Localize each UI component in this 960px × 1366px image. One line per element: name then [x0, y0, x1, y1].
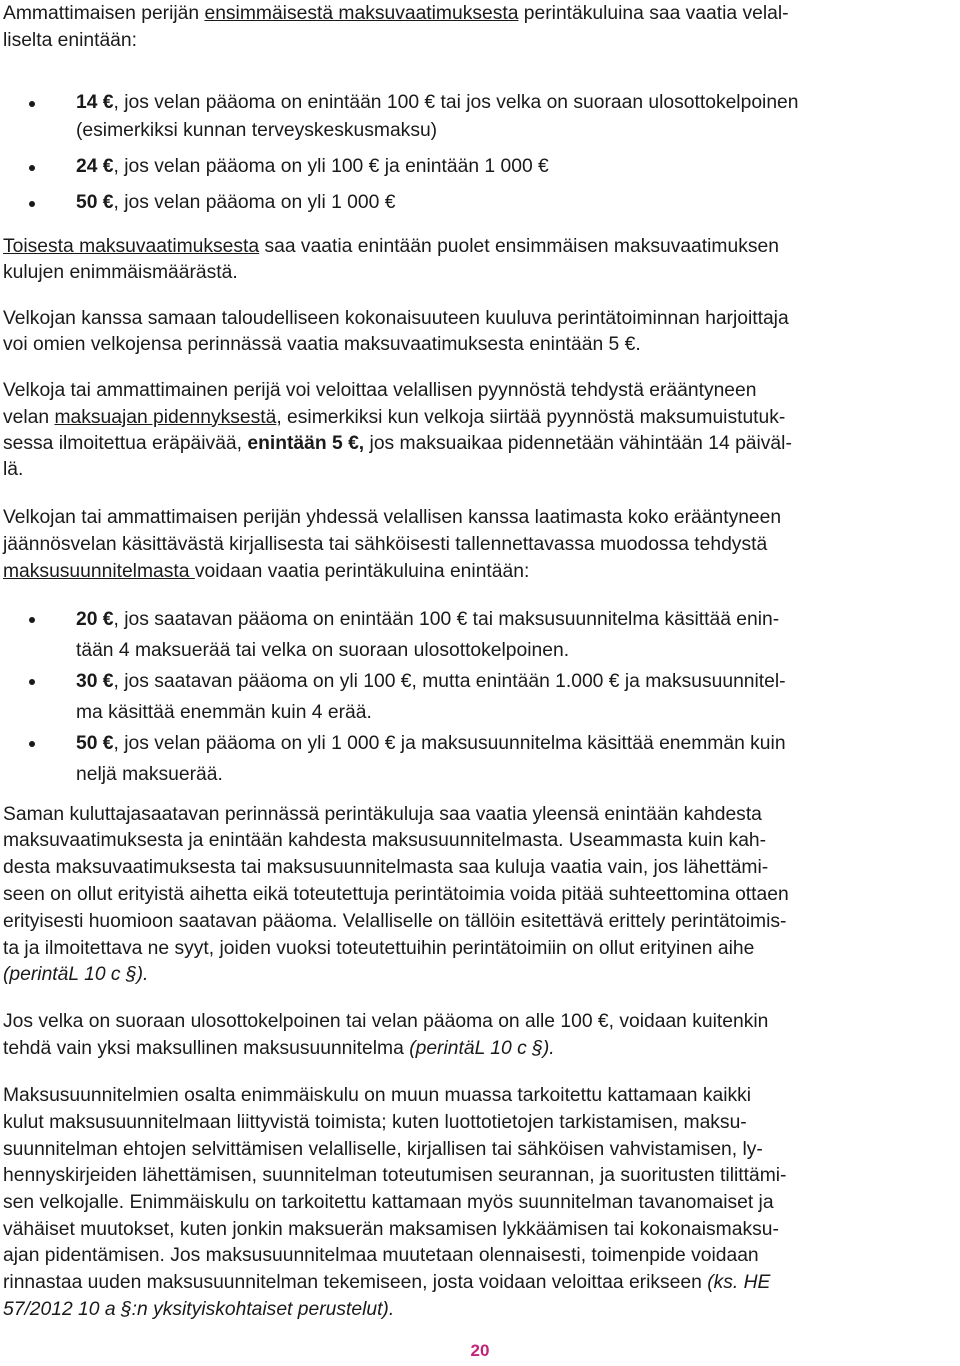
list-item-text: , jos saatavan pääoma on enintään 100 € tai maksusuunnitelma käsittää enin-: [113, 608, 780, 630]
paragraph-payment-extension: [3, 378, 957, 483]
bullet-icon: [29, 101, 35, 107]
fee-amount: 20 €: [76, 608, 114, 630]
text: velan: [3, 406, 55, 428]
text: lä.: [3, 459, 24, 481]
list-item-text: , jos velan pääoma on yli 1 000 €: [113, 192, 396, 214]
text: tehdä vain yksi maksullinen maksusuunnitelma: [3, 1037, 410, 1059]
legal-reference: 57/2012 10 a §:n yksityiskohtaiset perustelut).: [3, 1298, 395, 1320]
paragraph-fee-limits: [3, 802, 957, 990]
fee-amount: 24 €: [76, 156, 114, 178]
text: Saman kuluttajasaatavan perinnässä perintäkuluja saa vaatia yleensä enintään kahdesta: [3, 803, 762, 825]
text: Velkojan kanssa samaan taloudelliseen kokonaisuuteen kuuluva perintätoiminnan harjoittaja: [3, 308, 789, 330]
list-item-text: neljä maksuerää.: [76, 763, 223, 785]
list-item: [3, 728, 957, 790]
paragraph-plan-max-fee: [3, 1083, 957, 1323]
text: desta maksuvaatimuksesta tai maksusuunnitelmasta saa kuluja vaatia vain, jos lähettämi-: [3, 857, 769, 879]
text: sen velkojalle. Enimmäiskulu on tarkoitettu kattamaan myös suunnitelman tavanomaiset ja: [3, 1191, 774, 1213]
legal-reference: (ks. HE: [707, 1272, 771, 1294]
list-item: [3, 666, 957, 728]
text: suunnitelman ehtojen selvittämisen velalliselle, kirjallisen tai sähköisen vahvistamisen, ly-: [3, 1138, 763, 1160]
paragraph-group-creditor: [3, 306, 957, 358]
text: jos maksuaikaa pidennetään vähintään 14 päiväl-: [364, 433, 792, 454]
fee-amount: 14 €: [76, 92, 114, 114]
list-item-text: , jos velan pääoma on yli 100 € ja enintään 1 000 €: [113, 156, 549, 178]
bullet-icon: [29, 201, 35, 207]
list-item-text: ma käsittää enemmän kuin 4 erää.: [76, 701, 372, 723]
list-item-text: , jos velan pääoma on enintään 100 € tai jos velka on suoraan ulosottokelpoinen: [113, 92, 799, 114]
text: liselta enintään:: [3, 30, 137, 52]
underlined-term: Toisesta maksuvaatimuksesta: [3, 236, 260, 258]
text: perintäkuluina saa vaatia velal-: [518, 3, 789, 24]
text: rinnastaa uuden maksusuunnitelman tekemiseen, josta voidaan veloittaa erikseen: [3, 1272, 708, 1294]
bullet-icon: [29, 741, 35, 747]
text: saa vaatia enintään puolet ensimmäisen maksuvaatimuksen: [259, 236, 779, 258]
list-item: [3, 189, 957, 217]
paragraph-second-demand: [3, 234, 957, 286]
text: maksuvaatimuksesta ja enintään kahdesta maksusuunnitelmasta. Useammasta kuin kah-: [3, 830, 767, 852]
fee-amount: 30 €: [76, 670, 114, 692]
text: ta ja ilmoitettava ne syyt, joiden vuoksi toteutettuihin perintätoimiin on ollut erityinen aihe: [3, 937, 755, 959]
bullet-icon: [29, 679, 35, 685]
text: kulut maksusuunnitelmaan liittyvistä toimista; kuten luottotietojen tarkistamisen, maksu-: [3, 1111, 747, 1133]
page-content: [3, 0, 957, 1324]
text: vähäiset muutokset, kuten jonkin maksuerän maksamisen lykkäämisen tai kokonaismaksu-: [3, 1218, 779, 1240]
legal-reference: (perintäL 10 c §).: [409, 1037, 555, 1059]
text: Velkojan tai ammattimaisen perijän yhdessä velallisen kanssa laatimasta koko erääntyneen: [3, 506, 782, 528]
text: , esimerkiksi kun velkoja siirtää pyynnöstä maksumuistutuk-: [276, 406, 786, 428]
list-item-text: , jos saatavan pääoma on yli 100 €, mutta enintään 1.000 € ja maksusuunnitel-: [113, 670, 786, 692]
fee-amount: enintään 5 €,: [247, 433, 365, 454]
text: kulujen enimmäismäärästä.: [3, 262, 238, 284]
text: erityisesti huomioon saatavan pääoma. Velalliselle on tällöin esitettävä erittely perintätoimis-: [3, 910, 787, 932]
list-item: [3, 153, 957, 181]
paragraph-payment-plan-intro: [3, 504, 957, 585]
paragraph-first-demand-intro: [3, 0, 957, 54]
list-item-text: tään 4 maksuerää tai velka on suoraan ulosottokelpoinen.: [76, 639, 570, 661]
text: Maksusuunnitelmien osalta enimmäiskulu on muun muassa tarkoitettu kattamaan kaikki: [3, 1085, 752, 1107]
underlined-term: maksusuunnitelmasta: [3, 560, 195, 582]
bullet-icon: [29, 165, 35, 171]
text: Velkoja tai ammattimainen perijä voi veloittaa velallisen pyynnöstä tehdystä erääntyneen: [3, 380, 757, 402]
text: ajan pidentämisen. Jos maksusuunnitelmaa muutetaan olennaisesti, toimenpide voidaan: [3, 1245, 759, 1267]
fee-list-first-demand: [3, 89, 957, 217]
list-item: [3, 89, 957, 145]
text: voi omien velkojensa perinnässä vaatia maksuvaatimuksesta enintään 5 €.: [3, 334, 641, 356]
bullet-icon: [29, 617, 35, 623]
fee-amount: 50 €: [76, 192, 114, 214]
text: jäännösvelan käsittävästä kirjallisesta tai sähköisesti tallennettavassa muodossa tehdystä: [3, 533, 768, 555]
text: voidaan vaatia perintäkuluina enintään:: [194, 560, 530, 582]
underlined-term: maksuajan pidennyksestä: [54, 406, 277, 428]
list-item-text: , jos velan pääoma on yli 1 000 € ja maksusuunnitelma käsittää enemmän kuin: [113, 732, 786, 754]
page-number: 20: [470, 1341, 490, 1360]
list-item-text: (esimerkiksi kunnan terveyskeskusmaksu): [76, 120, 438, 142]
text: Jos velka on suoraan ulosottokelpoinen tai velan pääoma on alle 100 €, voidaan kuitenkin: [3, 1011, 769, 1033]
text: sessa ilmoitettua eräpäivää,: [3, 433, 248, 454]
fee-list-payment-plan: [3, 604, 957, 790]
text: seen on ollut erityistä aihetta eikä toteutettuja perintätoimia voida pitää suhteettomina ottaen: [3, 883, 789, 905]
underlined-term: ensimmäisestä maksuvaatimuksesta: [204, 3, 519, 24]
fee-amount: 50 €: [76, 732, 114, 754]
list-item: [3, 604, 957, 666]
text: Ammattimaisen perijän: [3, 3, 205, 24]
legal-reference: (perintäL 10 c §).: [3, 964, 149, 986]
text: hennyskirjeiden lähettämisen, suunnitelman toteutumisen seurannan, ja suoritusten tilittämi-: [3, 1165, 787, 1187]
paragraph-single-plan: [3, 1009, 957, 1062]
